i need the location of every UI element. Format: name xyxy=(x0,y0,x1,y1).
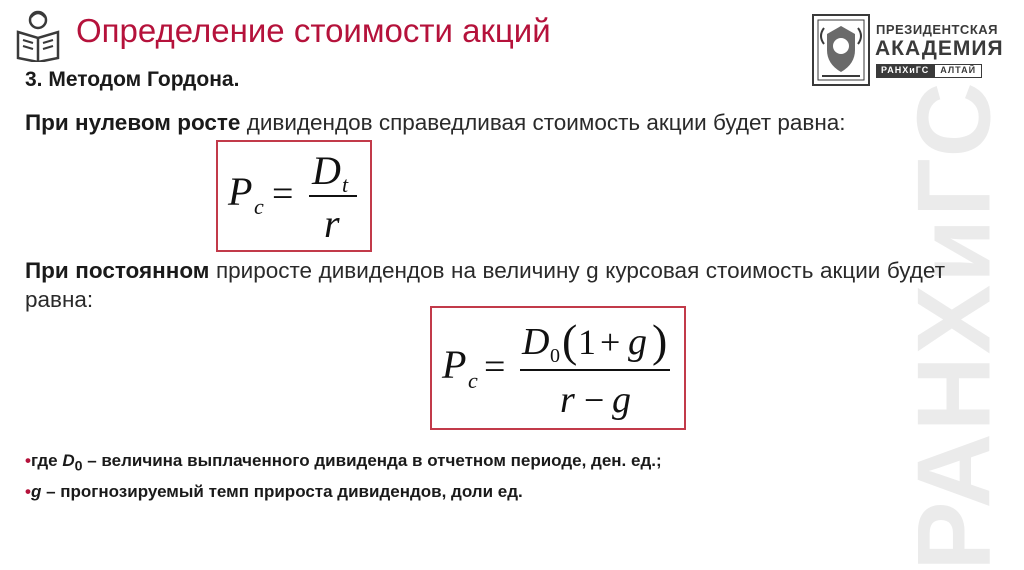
f1-eq: = xyxy=(272,173,294,215)
f2-one: 1 xyxy=(578,322,596,362)
f2-lparen: ( xyxy=(562,315,578,366)
bullet-text: – прогнозируемый темп прироста дивидендов, доли ед. xyxy=(41,482,523,501)
watermark xyxy=(895,79,1015,570)
formula-zero-growth xyxy=(216,140,372,252)
academy-label-main: АКАДЕМИЯ xyxy=(875,37,1004,60)
bullet-var: D xyxy=(62,451,75,470)
f2-plus: + xyxy=(600,322,621,362)
f2-lhs-sub: c xyxy=(468,368,478,393)
bullet-var-sub: 0 xyxy=(74,458,83,475)
paragraph-constant-growth-bold: При постоянном xyxy=(25,258,210,283)
bullet-g-definition xyxy=(25,482,523,502)
f1-lhs-sub: c xyxy=(254,194,264,219)
bullet-d0-definition xyxy=(25,451,662,474)
bullet-var: g xyxy=(30,482,42,501)
formula-constant-growth xyxy=(430,306,686,430)
academy-emblem-icon xyxy=(812,14,870,86)
f2-den-r: r xyxy=(560,379,575,421)
f2-num-d: D xyxy=(522,321,550,363)
f1-num: D xyxy=(312,148,341,193)
bullet-marker: • xyxy=(25,482,31,501)
academy-tag-ranepa: РАНХиГС xyxy=(876,64,934,78)
bullet-marker: • xyxy=(25,451,31,470)
f1-num-sub: t xyxy=(342,172,349,197)
f2-lhs: P xyxy=(442,342,467,387)
f2-eq: = xyxy=(484,346,506,388)
bullet-text: – величина выплаченного дивиденда в отчетном периоде, ден. ед.; xyxy=(82,451,662,470)
f2-minus: − xyxy=(584,380,605,420)
paragraph-zero-growth-bold: При нулевом росте xyxy=(25,110,241,135)
academy-tag-altai: АЛТАЙ xyxy=(934,64,982,78)
watermark-text: РАНХиГС xyxy=(896,79,1013,570)
academy-tags xyxy=(876,64,982,78)
f1-den: r xyxy=(324,201,340,246)
method-heading: 3. Методом Гордона. xyxy=(25,68,240,91)
f2-g: g xyxy=(628,321,647,363)
f1-lhs: P xyxy=(228,169,253,214)
paragraph-zero-growth-text: дивидендов справедливая стоимость акции будет равна: xyxy=(240,110,846,135)
book-reader-icon xyxy=(14,8,62,62)
bullet-prefix: где xyxy=(30,451,63,470)
paragraph-zero-growth xyxy=(25,108,945,137)
page-title: Определение стоимости акций xyxy=(76,12,551,49)
f2-num-sub: 0 xyxy=(550,345,560,367)
paragraph-constant-growth-text: приросте дивидендов на величину g курсовая стоимость акции будет равна: xyxy=(25,258,945,312)
academy-label-top: ПРЕЗИДЕНТСКАЯ xyxy=(876,22,998,37)
f2-rparen: ) xyxy=(652,315,668,366)
f2-den-g: g xyxy=(612,379,631,421)
